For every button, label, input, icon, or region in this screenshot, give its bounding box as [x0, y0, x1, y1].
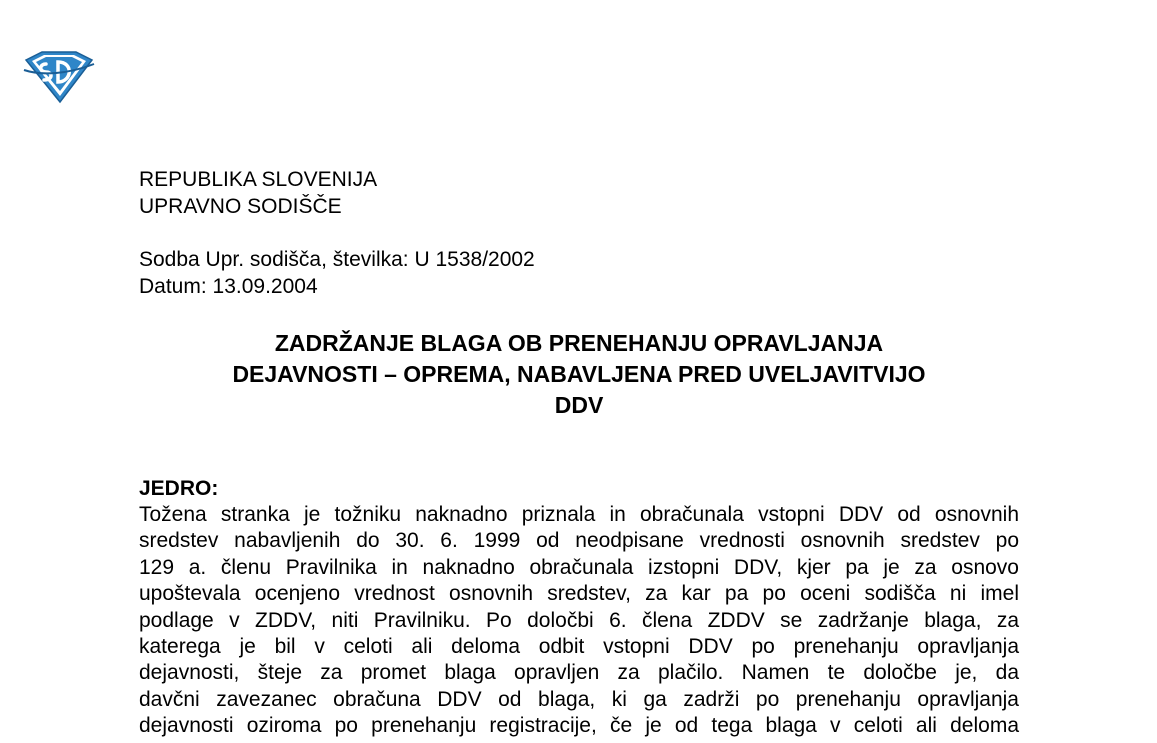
- jedro-body: [139, 502, 1019, 740]
- body-line: upoštevala ocenjeno vrednost osnovnih sredstev, za kar pa po oceni sodišča ni imel: [139, 582, 1019, 606]
- document-title: [139, 328, 1019, 421]
- body-line: dejavnosti oziroma po prenehanju registracije, če je od tega blaga v celoti ali deloma: [139, 714, 1019, 738]
- title-line-2: DEJAVNOSTI – OPREMA, NABAVLJENA PRED UVELJAVITVIJO: [232, 361, 926, 387]
- decision-date: Datum: 13.09.2004: [139, 275, 318, 298]
- jedro-heading: JEDRO:: [139, 477, 219, 500]
- body-line: Tožena stranka je tožniku naknadno priznala in obračunala vstopni DDV od osnovnih: [139, 503, 1019, 526]
- court-logo: [22, 50, 96, 104]
- body-line: dejavnosti, šteje za promet blaga opravljen za plačilo. Namen te določbe je, da: [139, 661, 1019, 685]
- court-name: UPRAVNO SODIŠČE: [139, 195, 342, 218]
- title-line-3: DDV: [554, 392, 604, 418]
- case-reference: [139, 246, 535, 300]
- body-line: podlage v ZDDV, niti Pravilniku. Po določbi 6. člena ZDDV se zadržanje blaga, za: [139, 608, 1019, 632]
- title-line-1: ZADRŽANJE BLAGA OB PRENEHANJU OPRAVLJANJA: [274, 330, 884, 356]
- country-name: REPUBLIKA SLOVENIJA: [139, 168, 378, 191]
- body-line: sredstev nabavljenih do 30. 6. 1999 od neodpisane vrednosti osnovnih sredstev po: [139, 529, 1019, 553]
- document-header: [139, 166, 377, 220]
- body-line: 129 a. členu Pravilnika in naknadno obračunala izstopni DDV, kjer pa je za osnovo: [139, 555, 1019, 579]
- body-line: davčni zavezanec obračuna DDV od blaga, ki ga zadrži po prenehanju opravljanja: [139, 687, 1019, 711]
- sd-shield-icon: [22, 50, 96, 104]
- case-number: Sodba Upr. sodišča, številka: U 1538/2002: [139, 248, 535, 271]
- body-line: katerega je bil v celoti ali deloma odbit vstopni DDV po prenehanju opravljanja: [139, 635, 1019, 659]
